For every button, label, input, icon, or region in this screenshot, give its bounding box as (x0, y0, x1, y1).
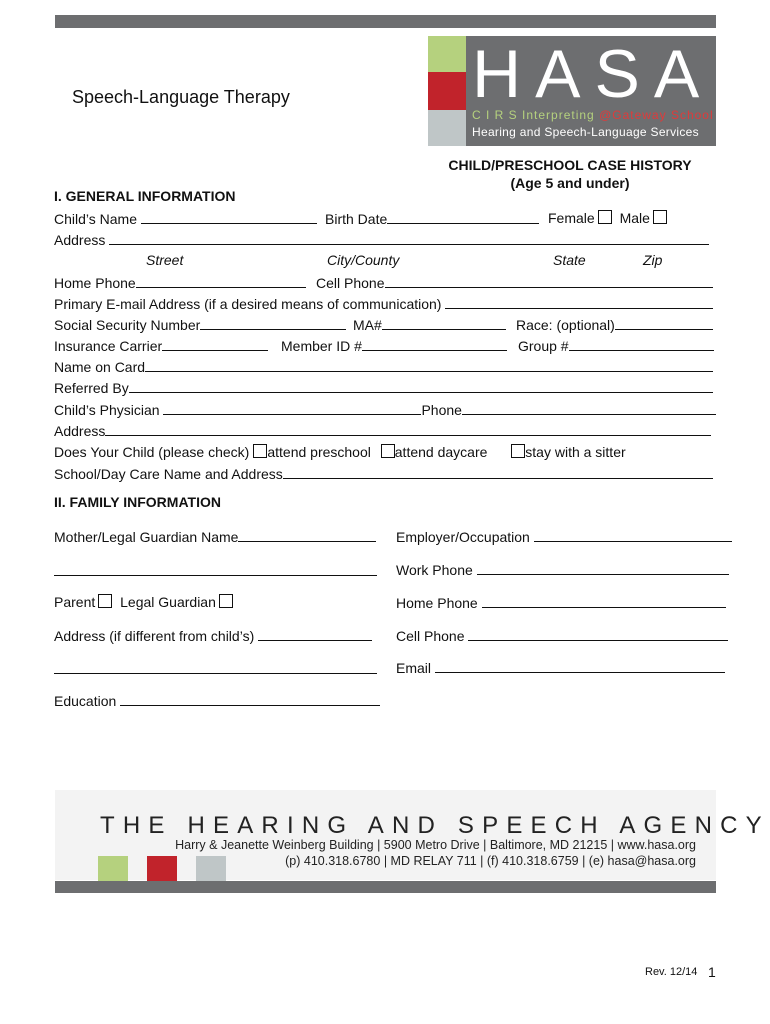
logo-gateway: @Gateway School (599, 108, 714, 122)
row-insurance (54, 336, 268, 354)
email-field[interactable] (445, 294, 713, 309)
group-label: Group # (518, 338, 569, 354)
logo-tagline-2: Hearing and Speech-Language Services (472, 125, 699, 139)
school-name-label: School/Day Care Name and Address (54, 466, 283, 482)
top-bar (55, 15, 716, 28)
agency-address: Harry & Jeanette Weinberg Building | 5900 Metro Drive | Baltimore, MD 21215 | www.hasa.org (175, 838, 696, 852)
row-mother-name (54, 527, 376, 545)
home-phone-label: Home Phone (54, 275, 136, 291)
agency-name: THE HEARING AND SPEECH AGENCY (100, 812, 770, 839)
name-on-card-field[interactable] (145, 357, 713, 372)
address-field[interactable] (109, 230, 709, 245)
case-history-title (420, 156, 720, 192)
daycare-label: attend daycare (394, 444, 488, 460)
row-member-id (281, 336, 507, 354)
row-childcare (54, 443, 626, 461)
childs-name-field[interactable] (141, 209, 317, 224)
ssn-label: Social Security Number (54, 317, 201, 333)
physician-address-label: Address (54, 423, 106, 439)
legal-guardian-label: Legal Guardian (120, 594, 216, 610)
row-address-diff (54, 626, 372, 644)
agency-contact: (p) 410.318.6780 | MD RELAY 711 | (f) 410.318.6759 | (e) hasa@hasa.org (285, 854, 696, 868)
work-phone-field[interactable] (477, 560, 729, 575)
family-home-phone-label: Home Phone (396, 595, 478, 611)
logo-wordmark: HASA (472, 36, 714, 112)
referred-by-label: Referred By (54, 380, 129, 396)
male-label: Male (619, 210, 650, 226)
row-school-name (54, 464, 713, 482)
street-caption: Street (146, 252, 184, 268)
employer-label: Employer/Occupation (396, 529, 530, 545)
address-label: Address (54, 232, 106, 248)
sitter-label: stay with a sitter (525, 444, 626, 460)
parent-checkbox[interactable] (98, 594, 112, 608)
row-referred-by (54, 378, 713, 396)
family-email-field[interactable] (435, 658, 725, 673)
address-diff-line-2[interactable] (54, 659, 377, 674)
email-label: Primary E-mail Address (if a desired means of communication) (54, 296, 442, 312)
insurance-label: Insurance Carrier (54, 338, 163, 354)
physician-address-field[interactable] (105, 421, 711, 436)
family-email-label: Email (396, 660, 432, 676)
family-home-phone-field[interactable] (482, 593, 726, 608)
row-birth-date (325, 209, 539, 227)
preschool-checkbox[interactable] (253, 444, 267, 458)
address-diff-label: Address (if different from child’s) (54, 628, 255, 644)
row-family-cell-phone (396, 626, 728, 644)
logo-red-square (428, 72, 466, 110)
sitter-checkbox[interactable] (511, 444, 525, 458)
row-family-email (396, 658, 725, 676)
physician-label: Child’s Physician (54, 402, 160, 418)
row-physician (54, 400, 716, 418)
female-label: Female (548, 210, 595, 226)
form-title: Speech-Language Therapy (72, 87, 290, 107)
parent-label: Parent (54, 594, 96, 610)
insurance-field[interactable] (162, 336, 268, 351)
row-race (516, 315, 713, 333)
ma-field[interactable] (382, 315, 506, 330)
row-employer (396, 527, 732, 545)
cell-phone-field[interactable] (385, 273, 713, 288)
work-phone-label: Work Phone (396, 562, 473, 578)
referred-by-field[interactable] (129, 378, 713, 393)
mother-name-label: Mother/Legal Guardian Name (54, 529, 239, 545)
employer-field[interactable] (534, 527, 732, 542)
legal-guardian-checkbox[interactable] (219, 594, 233, 608)
case-title-line: CHILD/PRESCHOOL CASE HISTORY (448, 157, 692, 173)
preschool-label: attend preschool (267, 444, 371, 460)
row-physician-address (54, 421, 711, 439)
physician-phone-label: Phone (421, 402, 462, 418)
physician-field[interactable] (163, 400, 421, 415)
row-education (54, 691, 380, 709)
row-group (518, 336, 714, 354)
group-field[interactable] (569, 336, 714, 351)
row-cell-phone (316, 273, 713, 291)
childs-name-label: Child’s Name (54, 211, 137, 227)
city-county-caption: City/County (327, 252, 400, 268)
row-ssn (54, 315, 346, 333)
school-name-field[interactable] (283, 464, 713, 479)
birth-date-field[interactable] (387, 209, 539, 224)
member-id-label: Member ID # (281, 338, 362, 354)
logo-green-square (428, 36, 466, 72)
cell-phone-label: Cell Phone (316, 275, 385, 291)
row-family-home-phone (396, 593, 726, 611)
ssn-field[interactable] (200, 315, 346, 330)
education-label: Education (54, 693, 117, 709)
row-name-on-card (54, 357, 713, 375)
home-phone-field[interactable] (136, 273, 306, 288)
row-work-phone (396, 560, 729, 578)
race-field[interactable] (615, 315, 713, 330)
logo-tagline-1 (472, 108, 714, 122)
race-label: Race: (optional) (516, 317, 615, 333)
row-address (54, 230, 709, 248)
page-number: 1 (708, 964, 716, 980)
female-checkbox[interactable] (598, 210, 612, 224)
revision-label: Rev. 12/14 (645, 966, 698, 978)
bottom-bar (55, 881, 716, 893)
mother-name-field[interactable] (238, 527, 376, 542)
row-relationship (54, 593, 233, 611)
row-ma (353, 315, 506, 333)
childcare-question: Does Your Child (please check) (54, 444, 250, 460)
logo-cirs: C I R S Interpreting (472, 108, 595, 122)
row-home-phone (54, 273, 306, 291)
family-cell-phone-field[interactable] (468, 626, 728, 641)
state-caption: State (553, 252, 586, 268)
section-family-heading: II. FAMILY INFORMATION (54, 494, 221, 510)
zip-caption: Zip (643, 252, 663, 268)
ma-label: MA# (353, 317, 382, 333)
name-on-card-label: Name on Card (54, 359, 146, 375)
row-gender (548, 209, 667, 227)
section-general-heading: I. GENERAL INFORMATION (54, 188, 236, 204)
daycare-checkbox[interactable] (381, 444, 395, 458)
row-child-name (54, 209, 317, 227)
male-checkbox[interactable] (653, 210, 667, 224)
birth-date-label: Birth Date (325, 211, 388, 227)
member-id-field[interactable] (362, 336, 507, 351)
education-field[interactable] (120, 691, 380, 706)
family-cell-phone-label: Cell Phone (396, 628, 465, 644)
row-email (54, 294, 713, 312)
case-subtitle-line: (Age 5 and under) (510, 175, 630, 191)
mother-name-line-2[interactable] (54, 561, 377, 576)
physician-phone-field[interactable] (462, 400, 716, 415)
address-diff-field[interactable] (258, 626, 372, 641)
logo-gray-square (428, 110, 466, 146)
